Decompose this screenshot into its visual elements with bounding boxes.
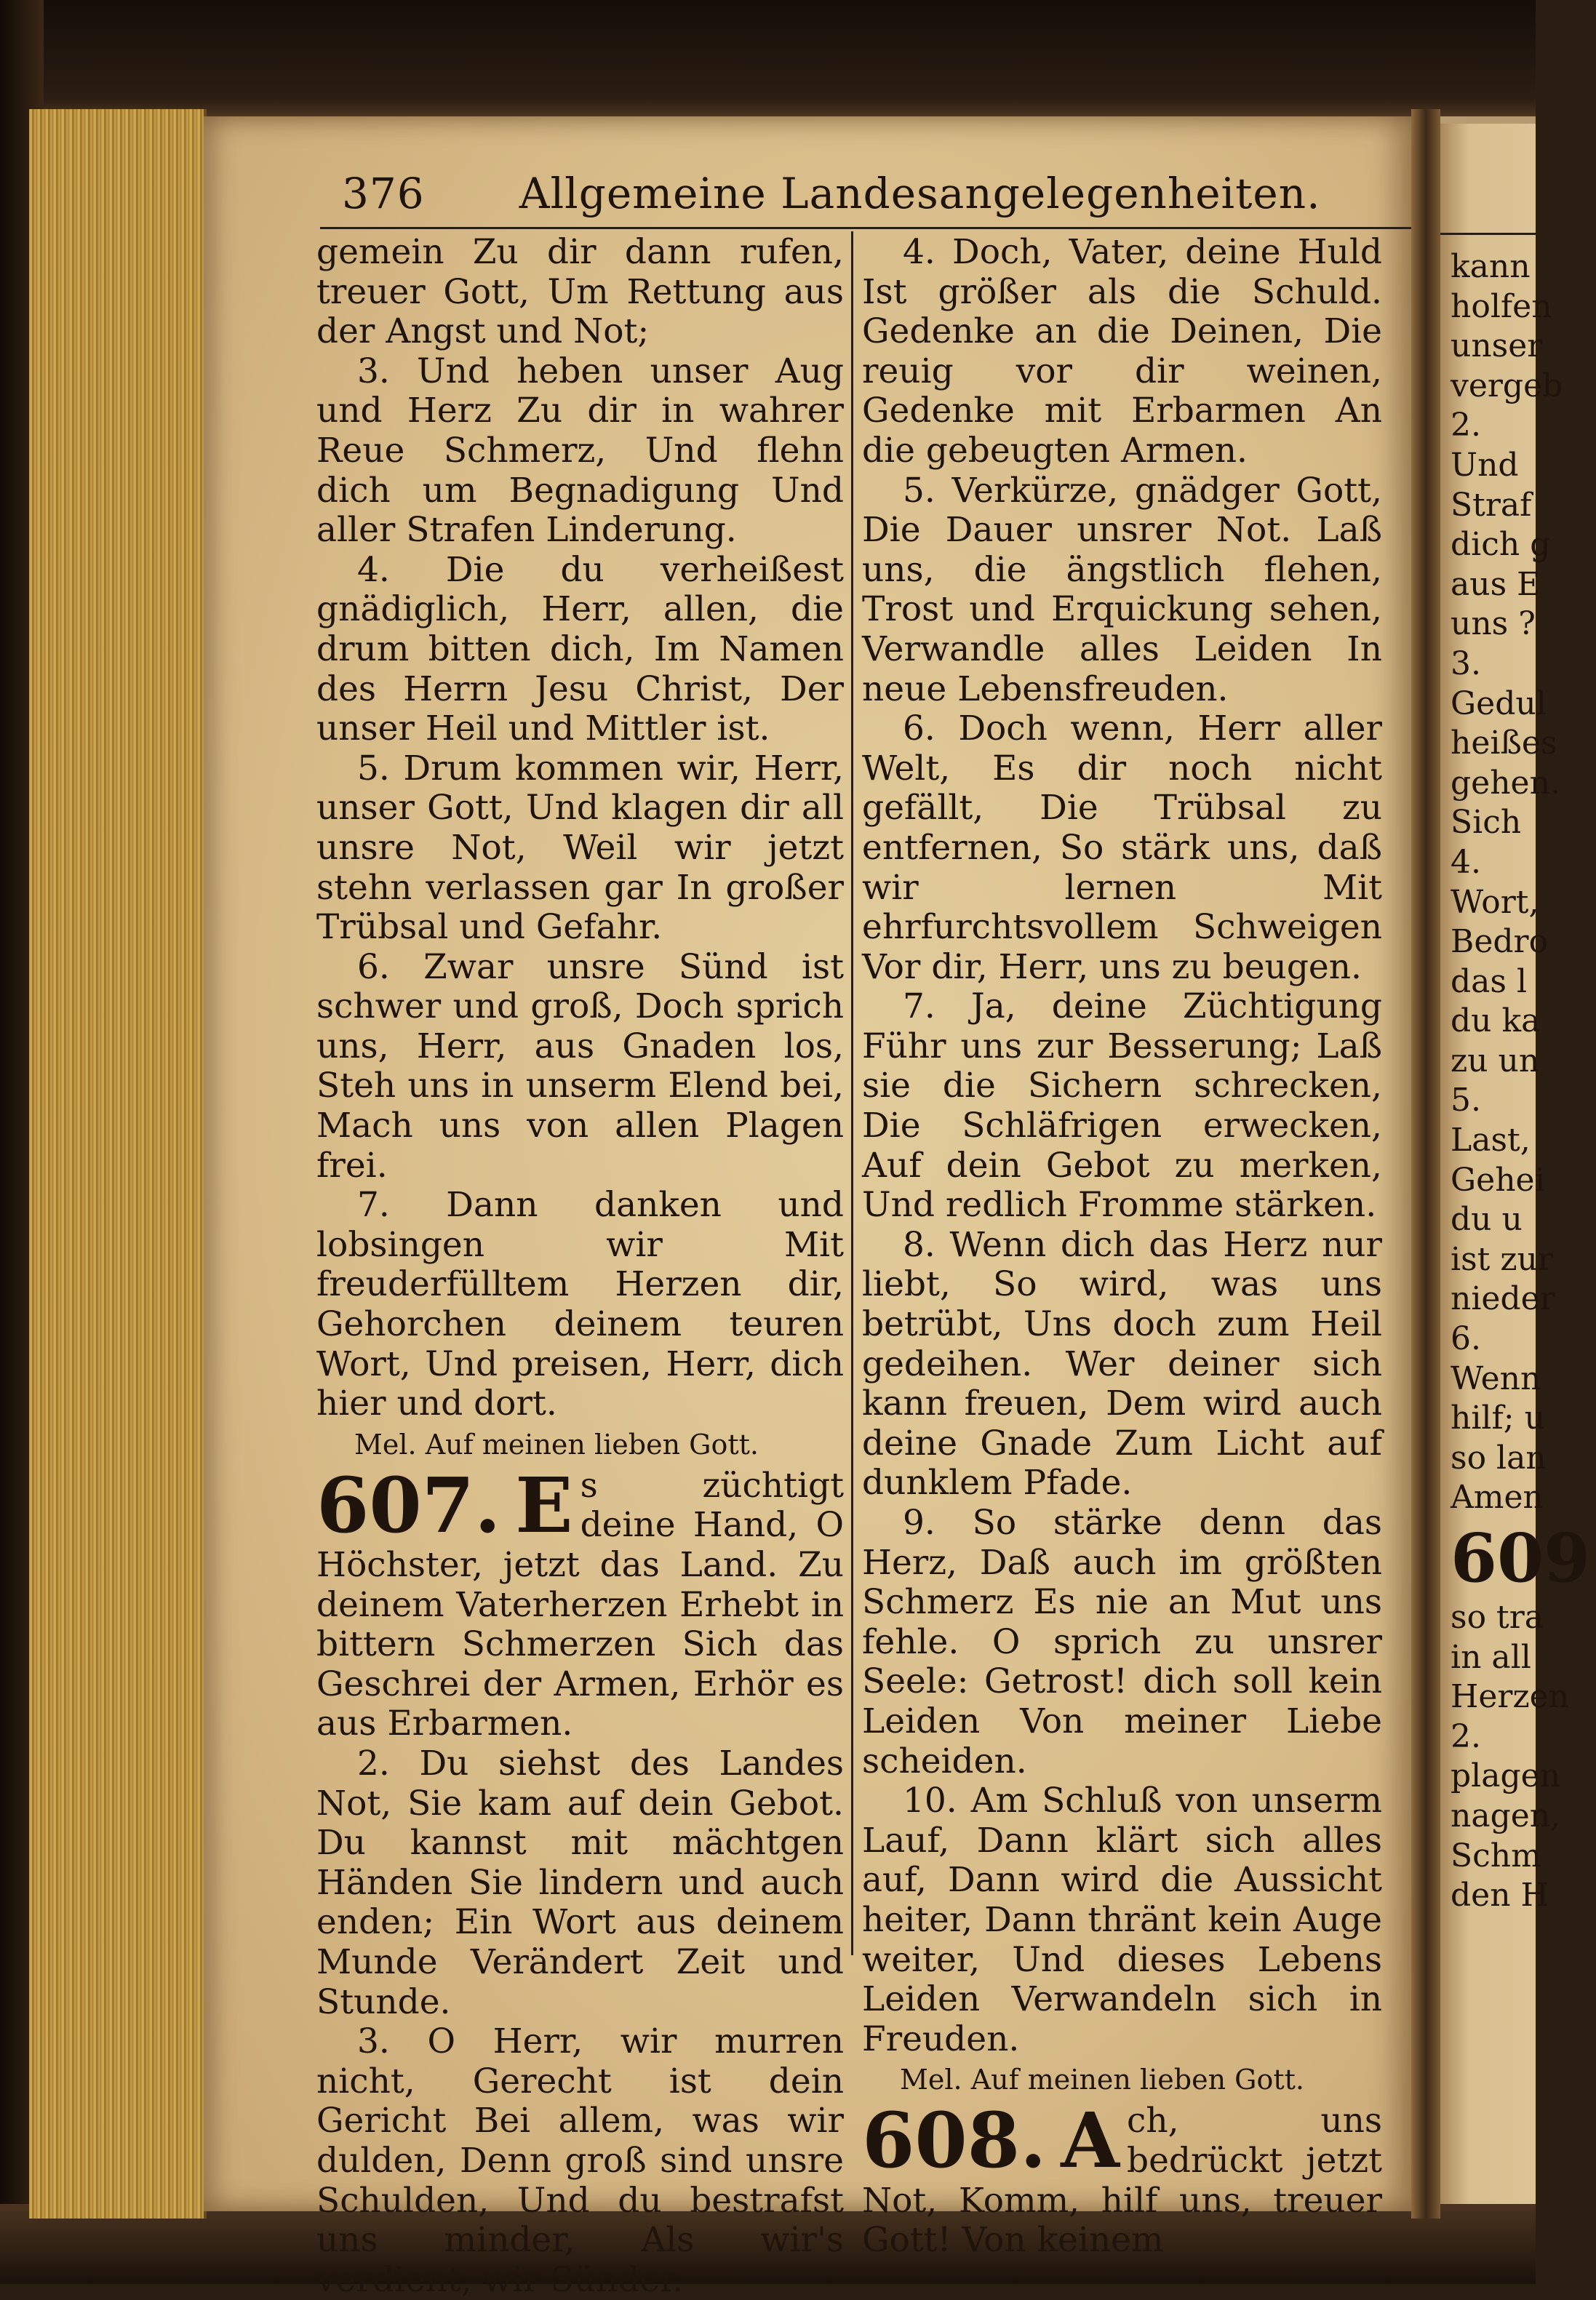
facing-fragment: Sich (1451, 804, 1522, 842)
hymn-start (862, 2096, 1382, 2261)
facing-fragment: nieder (1451, 1280, 1555, 1318)
facing-fragment: Herzen (1451, 1678, 1570, 1716)
verse: 6. Doch wenn, Herr aller Welt, Es dir noch nicht gefällt, Die Trübsal zu entfernen, So stärk uns, daß wir lernen Mit ehrfurchtsvollem Schweigen Vor dir, Herr, uns zu beugen. (862, 708, 1382, 987)
drop-initial: E (515, 1460, 573, 1550)
facing-fragment: Gehei (1451, 1161, 1545, 1199)
facing-page (1440, 124, 1591, 2204)
facing-fragment: ist zur (1451, 1240, 1553, 1278)
hymn-text: ch, uns bedrückt jetzt Not, Komm, hilf uns, treuer Gott! Von keinem (862, 2101, 1382, 2261)
hymn-number: 608. (862, 2096, 1047, 2186)
facing-fragment: unser (1451, 327, 1543, 365)
verse: 9. So stärke denn das Herz, Daß auch im größten Schmerz Es nie an Mut uns fehle. O sprich zu unsrer Seele: Getrost! dich soll kein Leiden Von meiner Liebe scheiden. (862, 1503, 1382, 1781)
verse: 3. Und heben unser Aug und Herz Zu dir in wahrer Reue Schmerz, Und flehn dich um Begnadigung Und aller Strafen Linderung. (316, 351, 844, 551)
facing-fragment: plagen (1451, 1757, 1561, 1795)
running-title: Allgemeine Landesangelegenheiten. (519, 169, 1321, 218)
facing-fragment: Bedro (1451, 923, 1549, 961)
melody-line: Mel. Auf meinen lieben Gott. (900, 2064, 1304, 2096)
facing-fragment: den H (1451, 1877, 1549, 1914)
drop-initial: A (1061, 2096, 1120, 2186)
paragraph: gemein Zu dir dann rufen, treuer Gott, Um Rettung aus der Angst und Not; (316, 232, 844, 352)
facing-fragment: so lan (1451, 1439, 1547, 1477)
facing-fragment: heißes (1451, 724, 1557, 762)
facing-fragment: aus E (1451, 565, 1541, 603)
verse: 8. Wenn dich das Herz nur liebt, So wird, was uns betrübt, Uns doch zum Heil gedeihen. Wer deiner sich kann freuen, Dem wird auch deine Gnade Zum Licht auf dunklem Pfade. (862, 1224, 1382, 1504)
facing-fragment: 6. (1451, 1320, 1481, 1358)
facing-fragment: Amen (1451, 1479, 1544, 1517)
column-rule (851, 231, 853, 1955)
facing-fragment: du u (1451, 1201, 1523, 1239)
page-number: 376 (342, 169, 425, 218)
book-gutter (1411, 109, 1440, 2219)
facing-fragment: uns ? (1451, 605, 1536, 643)
verse: 2. Du siehst des Landes Not, Sie kam auf dein Gebot. Du kannst mit mächtgen Händen Sie lindern und auch enden; Ein Wort aus deinem Munde Verändert Zeit und Stunde. (316, 1743, 844, 2022)
facing-fragment: vergeb (1451, 367, 1563, 404)
facing-fragment: 4. (1451, 843, 1481, 881)
verse: 5. Drum kommen wir, Herr, unser Gott, Und klagen dir all unsre Not, Weil wir jetzt stehn verlassen gar In großer Trübsal und Gefahr. (316, 748, 844, 948)
facing-fragment: hilf; u (1451, 1399, 1545, 1437)
verse: 6. Zwar unsre Sünd ist schwer und groß, Doch sprich uns, Herr, aus Gnaden los, Steh uns in unserm Elend bei, Mach uns von allen Plagen frei. (316, 946, 844, 1186)
facing-fragment: zu un (1451, 1042, 1540, 1079)
melody-line: Mel. Auf meinen lieben Gott. (354, 1428, 759, 1461)
facing-fragment: 609 (1451, 1519, 1591, 1597)
facing-fragment: das l (1451, 962, 1528, 1000)
header-rule (320, 227, 1411, 229)
facing-head-rule (1440, 233, 1536, 235)
verse: 4. Doch, Vater, deine Huld Ist größer als die Schuld. Gedenke an die Deinen, Die reuig vor dir weinen, Gedenke mit Erbarmen An die gebeugten Armen. (862, 232, 1382, 471)
page-edges (29, 109, 207, 2219)
facing-fragment: 3. (1451, 644, 1481, 682)
facing-fragment: gehen. (1451, 764, 1560, 802)
facing-fragment: holfen (1451, 287, 1552, 325)
facing-fragment: Wort, (1451, 883, 1539, 921)
facing-fragment: so tra (1451, 1599, 1544, 1636)
facing-fragment: Straf (1451, 486, 1532, 524)
facing-fragment: dich g (1451, 526, 1551, 564)
verse: 10. Am Schluß von unserm Lauf, Dann klärt sich alles auf, Dann wird die Aussicht heiter, Dann thränt kein Auge weiter, Und dieses Lebens Leiden Verwandeln sich in Freuden. (862, 1781, 1382, 2059)
facing-fragment: du ka (1451, 1002, 1541, 1040)
verse: 4. Die du verheißest gnädiglich, Herr, allen, die drum bitten dich, Im Namen des Herrn Jesu Christ, Der unser Heil und Mittler ist. (316, 549, 844, 749)
facing-fragment: 2. (1451, 1717, 1481, 1755)
book-cover-top (0, 0, 1536, 116)
verse: 5. Verkürze, gnädger Gott, Die Dauer unsrer Not. Laß uns, die ängstlich flehen, Trost und Erquickung sehen, Verwandle alles Leiden In neue Lebensfreuden. (862, 470, 1382, 709)
facing-fragment: 2. (1451, 407, 1481, 444)
hymn-text: s züchtigt deine Hand, O Höchster, jetzt das Land. Zu deinem Vaterherzen Erhebt in bittern Schmerzen Sich das Geschrei der Armen, Erhör es aus Erbarmen. (316, 1465, 844, 1744)
facing-fragment: Wenn (1451, 1359, 1541, 1397)
facing-fragment: in all (1451, 1638, 1531, 1676)
verse: 7. Ja, deine Züchtigung Führ uns zur Besserung; Laß sie die Sichern schrecken, Die Schläfrigen erwecken, Auf dein Gebot zu merken, Und redlich Fromme stärken. (862, 986, 1382, 1226)
facing-fragment: 5. (1451, 1082, 1481, 1119)
facing-fragment: nagen, (1451, 1797, 1561, 1834)
verse: 3. O Herr, wir murren nicht, Gerecht ist dein Gericht Bei allem, was wir dulden, Denn groß sind unsre Schulden, Und du bestrafst uns minder, Als wir's verdient, wir Sünder. (316, 2021, 844, 2300)
hymn-start (316, 1460, 844, 1744)
facing-page-text (1451, 247, 1596, 1916)
facing-fragment: Schm (1451, 1837, 1541, 1874)
facing-fragment: Gedul (1451, 684, 1547, 722)
facing-fragment: Und (1451, 446, 1519, 484)
facing-fragment: Last, (1451, 1122, 1531, 1159)
facing-fragment: kann (1451, 248, 1531, 285)
verse: 7. Dann danken und lobsingen wir Mit freuderfülltem Herzen dir, Gehorchen deinem teuren Wort, Und preisen, Herr, dich hier und dort. (316, 1185, 844, 1424)
running-head (342, 169, 1321, 218)
right-column (862, 233, 1382, 2261)
left-column (316, 233, 844, 2300)
hymn-number: 607. (316, 1460, 501, 1550)
